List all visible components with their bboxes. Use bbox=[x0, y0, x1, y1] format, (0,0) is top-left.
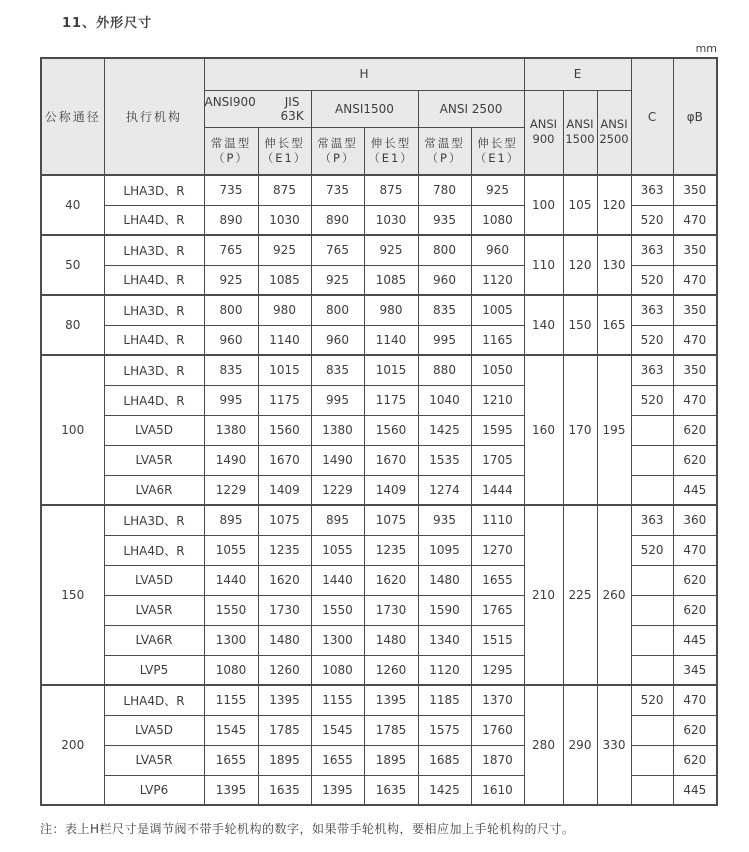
h-value-cell: 995 bbox=[311, 385, 364, 415]
phib-value-cell: 470 bbox=[673, 685, 717, 715]
h-value-cell: 925 bbox=[471, 175, 524, 205]
e-value-cell: 225 bbox=[563, 505, 597, 685]
type-line1: 伸长型 bbox=[370, 135, 412, 150]
h-value-cell: 1870 bbox=[471, 745, 524, 775]
h-value-cell: 1030 bbox=[258, 205, 311, 235]
h-value-cell: 1040 bbox=[418, 385, 471, 415]
diameter-cell: 150 bbox=[41, 505, 104, 685]
header-type-5 bbox=[471, 127, 524, 175]
unit-label: mm bbox=[695, 42, 717, 55]
header-type-2 bbox=[311, 127, 364, 175]
phib-value-cell: 620 bbox=[673, 445, 717, 475]
h-value-cell: 1229 bbox=[311, 475, 364, 505]
h-value-cell: 835 bbox=[204, 355, 258, 385]
h-value-cell: 1295 bbox=[471, 655, 524, 685]
header-h-group: H bbox=[204, 58, 524, 90]
h-value-cell: 895 bbox=[311, 505, 364, 535]
h-value-cell: 800 bbox=[204, 295, 258, 325]
h-value-cell: 1080 bbox=[204, 655, 258, 685]
c-value-cell bbox=[631, 595, 673, 625]
h-value-cell: 1550 bbox=[311, 595, 364, 625]
h-value-cell: 1395 bbox=[204, 775, 258, 805]
header-actuator: 执行机构 bbox=[104, 58, 204, 175]
h-value-cell: 1005 bbox=[471, 295, 524, 325]
diameter-cell: 80 bbox=[41, 295, 104, 355]
actuator-cell: LHA4D、R bbox=[104, 265, 204, 295]
h-value-cell: 995 bbox=[204, 385, 258, 415]
c-value-cell bbox=[631, 475, 673, 505]
h-value-cell: 1055 bbox=[311, 535, 364, 565]
h-value-cell: 735 bbox=[204, 175, 258, 205]
e-value-cell: 130 bbox=[597, 235, 631, 295]
e-value-cell: 150 bbox=[563, 295, 597, 355]
e-value-cell: 195 bbox=[597, 355, 631, 505]
e-ansi2500-line2: 2500 bbox=[599, 132, 629, 147]
phib-value-cell: 620 bbox=[673, 415, 717, 445]
phib-value-cell: 620 bbox=[673, 565, 717, 595]
h-value-cell: 1480 bbox=[364, 625, 418, 655]
h-value-cell: 875 bbox=[364, 175, 418, 205]
diameter-cell: 50 bbox=[41, 235, 104, 295]
h-value-cell: 735 bbox=[311, 175, 364, 205]
actuator-cell: LVA5R bbox=[104, 745, 204, 775]
page-title: 11、外形尺寸 bbox=[62, 16, 153, 31]
footnote: 注：表上H栏尺寸是调节阀不带手轮机构的数字，如果带手轮机构，要相应加上手轮机构的尺寸。 bbox=[40, 822, 575, 836]
header-jis63k-label: JIS 63K bbox=[280, 94, 304, 123]
h-value-cell: 1085 bbox=[364, 265, 418, 295]
h-value-cell: 1635 bbox=[258, 775, 311, 805]
h-value-cell: 1380 bbox=[311, 415, 364, 445]
phib-value-cell: 620 bbox=[673, 595, 717, 625]
h-value-cell: 1235 bbox=[258, 535, 311, 565]
h-value-cell: 1545 bbox=[311, 715, 364, 745]
actuator-cell: LHA3D、R bbox=[104, 355, 204, 385]
e-ansi1500-line2: 1500 bbox=[565, 132, 595, 147]
h-value-cell: 1030 bbox=[364, 205, 418, 235]
header-e-ansi2500 bbox=[597, 90, 631, 175]
phib-value-cell: 345 bbox=[673, 655, 717, 685]
h-value-cell: 1444 bbox=[471, 475, 524, 505]
h-value-cell: 1620 bbox=[364, 565, 418, 595]
phib-value-cell: 350 bbox=[673, 235, 717, 265]
header-ansi2500: ANSI 2500 bbox=[418, 90, 524, 127]
actuator-cell: LVA6R bbox=[104, 625, 204, 655]
h-value-cell: 1760 bbox=[471, 715, 524, 745]
header-type-0 bbox=[204, 127, 258, 175]
h-value-cell: 895 bbox=[204, 505, 258, 535]
h-value-cell: 1655 bbox=[204, 745, 258, 775]
actuator-cell: LHA4D、R bbox=[104, 325, 204, 355]
phib-value-cell: 445 bbox=[673, 475, 717, 505]
c-value-cell: 363 bbox=[631, 175, 673, 205]
h-value-cell: 1425 bbox=[418, 415, 471, 445]
actuator-cell: LVP5 bbox=[104, 655, 204, 685]
phib-value-cell: 470 bbox=[673, 385, 717, 415]
actuator-cell: LHA3D、R bbox=[104, 505, 204, 535]
h-value-cell: 1080 bbox=[311, 655, 364, 685]
diameter-cell: 40 bbox=[41, 175, 104, 235]
header-e-ansi900 bbox=[524, 90, 563, 175]
h-value-cell: 960 bbox=[204, 325, 258, 355]
h-value-cell: 995 bbox=[418, 325, 471, 355]
actuator-cell: LVA5D bbox=[104, 415, 204, 445]
e-ansi900-line1: ANSI bbox=[529, 117, 558, 132]
h-value-cell: 1175 bbox=[364, 385, 418, 415]
actuator-cell: LVA5R bbox=[104, 595, 204, 625]
h-value-cell: 1260 bbox=[364, 655, 418, 685]
h-value-cell: 935 bbox=[418, 205, 471, 235]
h-value-cell: 980 bbox=[364, 295, 418, 325]
c-value-cell: 520 bbox=[631, 535, 673, 565]
h-value-cell: 1260 bbox=[258, 655, 311, 685]
h-value-cell: 1140 bbox=[258, 325, 311, 355]
h-value-cell: 925 bbox=[258, 235, 311, 265]
h-value-cell: 1110 bbox=[471, 505, 524, 535]
dimensions-table bbox=[40, 57, 718, 806]
actuator-cell: LHA3D、R bbox=[104, 235, 204, 265]
h-value-cell: 890 bbox=[311, 205, 364, 235]
e-value-cell: 290 bbox=[563, 685, 597, 805]
h-value-cell: 1395 bbox=[258, 685, 311, 715]
e-ansi2500-line1: ANSI bbox=[600, 117, 628, 132]
type-line2: （E1） bbox=[368, 150, 414, 165]
phib-value-cell: 445 bbox=[673, 625, 717, 655]
h-value-cell: 780 bbox=[418, 175, 471, 205]
h-value-cell: 875 bbox=[258, 175, 311, 205]
h-value-cell: 835 bbox=[418, 295, 471, 325]
h-value-cell: 1140 bbox=[364, 325, 418, 355]
type-line2: （P） bbox=[426, 150, 463, 165]
c-value-cell: 520 bbox=[631, 325, 673, 355]
type-line2: （E1） bbox=[474, 150, 521, 165]
phib-value-cell: 470 bbox=[673, 535, 717, 565]
h-value-cell: 1274 bbox=[418, 475, 471, 505]
header-row-1 bbox=[41, 58, 717, 90]
phib-value-cell: 470 bbox=[673, 205, 717, 235]
c-value-cell bbox=[631, 715, 673, 745]
h-value-cell: 1175 bbox=[258, 385, 311, 415]
e-value-cell: 210 bbox=[524, 505, 563, 685]
h-value-cell: 1440 bbox=[204, 565, 258, 595]
h-value-cell: 1409 bbox=[258, 475, 311, 505]
e-value-cell: 140 bbox=[524, 295, 563, 355]
h-value-cell: 800 bbox=[311, 295, 364, 325]
c-value-cell: 520 bbox=[631, 265, 673, 295]
h-value-cell: 1120 bbox=[418, 655, 471, 685]
e-value-cell: 160 bbox=[524, 355, 563, 505]
h-value-cell: 1165 bbox=[471, 325, 524, 355]
h-value-cell: 1480 bbox=[418, 565, 471, 595]
e-value-cell: 120 bbox=[563, 235, 597, 295]
table-row bbox=[41, 235, 717, 265]
table-row bbox=[41, 685, 717, 715]
h-value-cell: 1655 bbox=[471, 565, 524, 595]
h-value-cell: 1229 bbox=[204, 475, 258, 505]
table-row bbox=[41, 295, 717, 325]
header-ansi1500: ANSI1500 bbox=[311, 90, 418, 127]
h-value-cell: 1560 bbox=[258, 415, 311, 445]
h-value-cell: 1050 bbox=[471, 355, 524, 385]
h-value-cell: 1535 bbox=[418, 445, 471, 475]
header-phib: φB bbox=[673, 58, 717, 175]
phib-value-cell: 470 bbox=[673, 265, 717, 295]
h-value-cell: 890 bbox=[204, 205, 258, 235]
c-value-cell bbox=[631, 655, 673, 685]
c-value-cell: 363 bbox=[631, 355, 673, 385]
type-line1: 伸长型 bbox=[264, 135, 305, 150]
h-value-cell: 1095 bbox=[418, 535, 471, 565]
actuator-cell: LVA5D bbox=[104, 565, 204, 595]
type-line1: 伸长型 bbox=[477, 135, 518, 150]
h-value-cell: 1490 bbox=[204, 445, 258, 475]
h-value-cell: 1340 bbox=[418, 625, 471, 655]
h-value-cell: 1515 bbox=[471, 625, 524, 655]
header-e-group: E bbox=[524, 58, 631, 90]
c-value-cell: 520 bbox=[631, 685, 673, 715]
phib-value-cell: 445 bbox=[673, 775, 717, 805]
h-value-cell: 1785 bbox=[258, 715, 311, 745]
actuator-cell: LHA3D、R bbox=[104, 175, 204, 205]
h-value-cell: 1380 bbox=[204, 415, 258, 445]
e-value-cell: 105 bbox=[563, 175, 597, 235]
type-line1: 常温型 bbox=[424, 135, 465, 150]
h-value-cell: 1590 bbox=[418, 595, 471, 625]
h-value-cell: 1490 bbox=[311, 445, 364, 475]
h-value-cell: 1300 bbox=[204, 625, 258, 655]
h-value-cell: 880 bbox=[418, 355, 471, 385]
c-value-cell: 520 bbox=[631, 205, 673, 235]
h-value-cell: 1895 bbox=[364, 745, 418, 775]
h-value-cell: 1370 bbox=[471, 685, 524, 715]
h-value-cell: 765 bbox=[204, 235, 258, 265]
actuator-cell: LHA4D、R bbox=[104, 385, 204, 415]
c-value-cell bbox=[631, 415, 673, 445]
h-value-cell: 1210 bbox=[471, 385, 524, 415]
e-value-cell: 165 bbox=[597, 295, 631, 355]
e-value-cell: 100 bbox=[524, 175, 563, 235]
phib-value-cell: 350 bbox=[673, 355, 717, 385]
h-value-cell: 1015 bbox=[258, 355, 311, 385]
c-value-cell: 520 bbox=[631, 385, 673, 415]
phib-value-cell: 360 bbox=[673, 505, 717, 535]
h-value-cell: 980 bbox=[258, 295, 311, 325]
e-ansi900-line2: 900 bbox=[532, 132, 555, 147]
e-value-cell: 120 bbox=[597, 175, 631, 235]
header-c: C bbox=[631, 58, 673, 175]
c-value-cell bbox=[631, 445, 673, 475]
c-value-cell: 363 bbox=[631, 295, 673, 325]
h-value-cell: 1120 bbox=[471, 265, 524, 295]
h-value-cell: 1155 bbox=[311, 685, 364, 715]
diameter-cell: 100 bbox=[41, 355, 104, 505]
h-value-cell: 960 bbox=[311, 325, 364, 355]
table-row bbox=[41, 175, 717, 205]
h-value-cell: 1550 bbox=[204, 595, 258, 625]
actuator-cell: LHA4D、R bbox=[104, 685, 204, 715]
e-value-cell: 260 bbox=[597, 505, 631, 685]
h-value-cell: 1705 bbox=[471, 445, 524, 475]
actuator-cell: LVA6R bbox=[104, 475, 204, 505]
header-e-ansi1500 bbox=[563, 90, 597, 175]
h-value-cell: 1730 bbox=[364, 595, 418, 625]
e-value-cell: 280 bbox=[524, 685, 563, 805]
h-value-cell: 925 bbox=[204, 265, 258, 295]
h-value-cell: 1480 bbox=[258, 625, 311, 655]
h-value-cell: 1409 bbox=[364, 475, 418, 505]
actuator-cell: LHA4D、R bbox=[104, 205, 204, 235]
h-value-cell: 1080 bbox=[471, 205, 524, 235]
h-value-cell: 1610 bbox=[471, 775, 524, 805]
header-type-4 bbox=[418, 127, 471, 175]
h-value-cell: 1075 bbox=[258, 505, 311, 535]
actuator-cell: LHA3D、R bbox=[104, 295, 204, 325]
header-type-3 bbox=[364, 127, 418, 175]
type-line1: 常温型 bbox=[317, 135, 358, 150]
h-value-cell: 1670 bbox=[364, 445, 418, 475]
h-value-cell: 1620 bbox=[258, 565, 311, 595]
c-value-cell bbox=[631, 565, 673, 595]
h-value-cell: 925 bbox=[311, 265, 364, 295]
h-value-cell: 1075 bbox=[364, 505, 418, 535]
h-value-cell: 1185 bbox=[418, 685, 471, 715]
h-value-cell: 1235 bbox=[364, 535, 418, 565]
h-value-cell: 1085 bbox=[258, 265, 311, 295]
h-value-cell: 800 bbox=[418, 235, 471, 265]
h-value-cell: 1895 bbox=[258, 745, 311, 775]
h-value-cell: 1155 bbox=[204, 685, 258, 715]
h-value-cell: 1425 bbox=[418, 775, 471, 805]
h-value-cell: 1655 bbox=[311, 745, 364, 775]
c-value-cell bbox=[631, 775, 673, 805]
h-value-cell: 1395 bbox=[311, 775, 364, 805]
h-value-cell: 1670 bbox=[258, 445, 311, 475]
header-diameter: 公称通径 bbox=[41, 58, 104, 175]
phib-value-cell: 620 bbox=[673, 715, 717, 745]
phib-value-cell: 620 bbox=[673, 745, 717, 775]
phib-value-cell: 350 bbox=[673, 295, 717, 325]
phib-value-cell: 350 bbox=[673, 175, 717, 205]
h-value-cell: 925 bbox=[364, 235, 418, 265]
header-type-1 bbox=[258, 127, 311, 175]
h-value-cell: 960 bbox=[418, 265, 471, 295]
h-value-cell: 1545 bbox=[204, 715, 258, 745]
c-value-cell bbox=[631, 745, 673, 775]
c-value-cell bbox=[631, 625, 673, 655]
c-value-cell: 363 bbox=[631, 235, 673, 265]
h-value-cell: 1055 bbox=[204, 535, 258, 565]
h-value-cell: 1575 bbox=[418, 715, 471, 745]
h-value-cell: 1440 bbox=[311, 565, 364, 595]
actuator-cell: LHA4D、R bbox=[104, 535, 204, 565]
header-ansi900-label: ANSI900 bbox=[204, 94, 256, 109]
diameter-cell: 200 bbox=[41, 685, 104, 805]
h-value-cell: 1685 bbox=[418, 745, 471, 775]
h-value-cell: 765 bbox=[311, 235, 364, 265]
h-value-cell: 1595 bbox=[471, 415, 524, 445]
phib-value-cell: 470 bbox=[673, 325, 717, 355]
h-value-cell: 1730 bbox=[258, 595, 311, 625]
e-ansi1500-line1: ANSI bbox=[566, 117, 594, 132]
h-value-cell: 1765 bbox=[471, 595, 524, 625]
h-value-cell: 1270 bbox=[471, 535, 524, 565]
h-value-cell: 835 bbox=[311, 355, 364, 385]
h-value-cell: 1635 bbox=[364, 775, 418, 805]
h-value-cell: 1785 bbox=[364, 715, 418, 745]
type-line2: （E1） bbox=[261, 150, 308, 165]
c-value-cell: 363 bbox=[631, 505, 673, 535]
e-value-cell: 110 bbox=[524, 235, 563, 295]
e-value-cell: 170 bbox=[563, 355, 597, 505]
type-line2: （P） bbox=[319, 150, 356, 165]
e-value-cell: 330 bbox=[597, 685, 631, 805]
h-value-cell: 1300 bbox=[311, 625, 364, 655]
actuator-cell: LVA5D bbox=[104, 715, 204, 745]
h-value-cell: 1560 bbox=[364, 415, 418, 445]
h-value-cell: 935 bbox=[418, 505, 471, 535]
type-line1: 常温型 bbox=[210, 135, 252, 150]
h-value-cell: 1015 bbox=[364, 355, 418, 385]
h-value-cell: 1395 bbox=[364, 685, 418, 715]
table-row bbox=[41, 355, 717, 385]
type-line2: （P） bbox=[213, 150, 249, 165]
header-ansi900-jis63k bbox=[204, 90, 311, 127]
h-value-cell: 960 bbox=[471, 235, 524, 265]
actuator-cell: LVA5R bbox=[104, 445, 204, 475]
actuator-cell: LVP6 bbox=[104, 775, 204, 805]
table-row bbox=[41, 505, 717, 535]
